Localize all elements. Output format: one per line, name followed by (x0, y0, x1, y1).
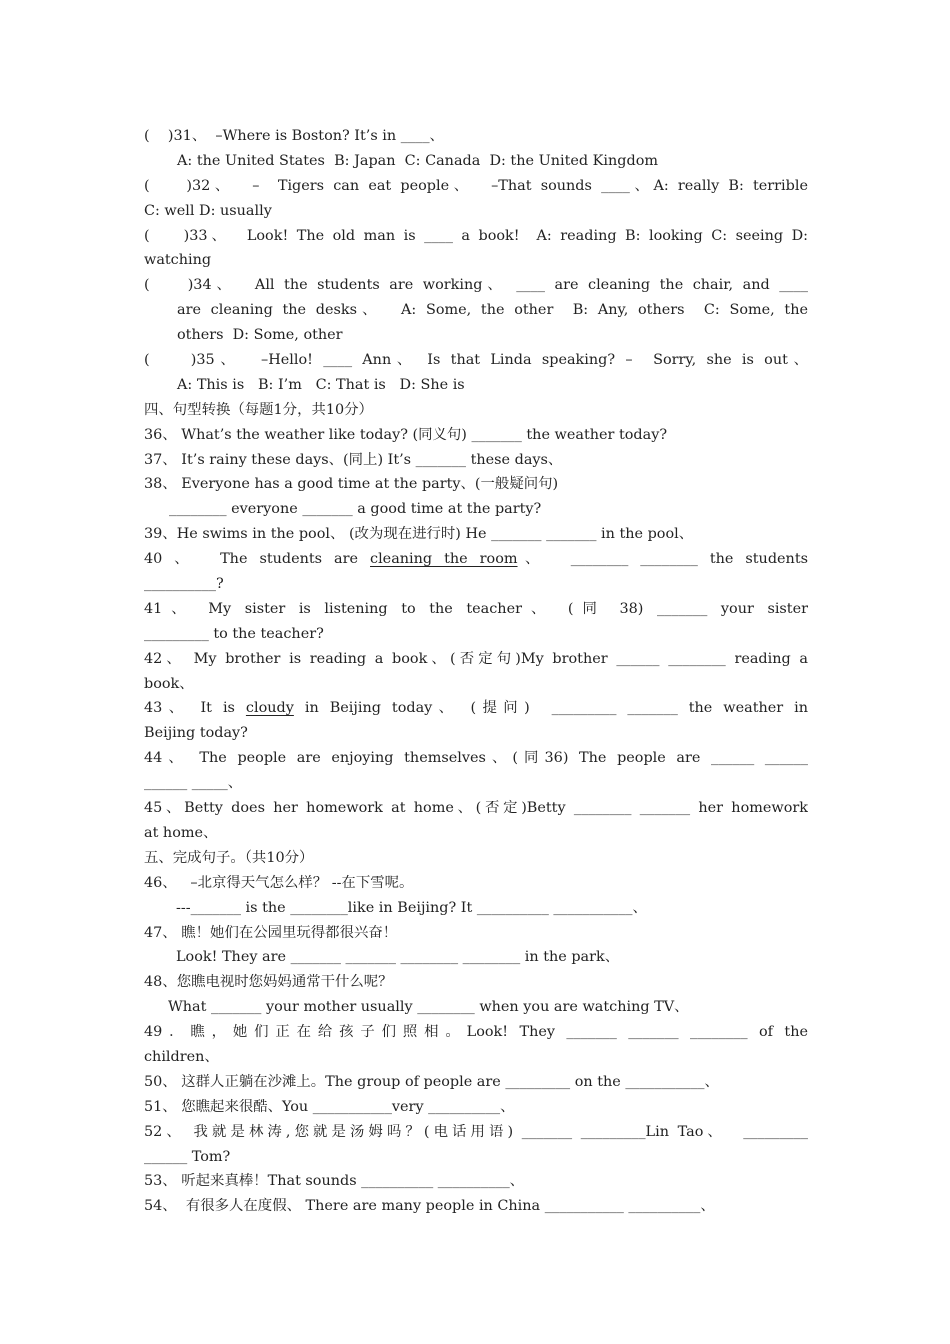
q34-stem: ( )34、 All the students are working、 ____ are cleaning the chair, and ____ (144, 277, 808, 294)
q52: 52、 我就是林涛,您就是汤姆吗？(电话用语) _______ _________Lin Tao、 _________ (144, 1123, 808, 1140)
q39: 39、He swims in the pool、 (改为现在进行时) He _______ _______ in the pool、 (144, 526, 694, 543)
q32-stem: ( )32、 – Tigers can eat people、 –That sounds ____、A: really B: terrible (144, 177, 808, 194)
section-5-heading: 五、完成句子。（共10分） (144, 849, 314, 866)
q54: 54、 有很多人在度假、 There are many people in China ___________ __________、 (144, 1198, 715, 1215)
q31-options: A: the United States B: Japan C: Canada D: the United Kingdom (177, 152, 659, 169)
q33-stem: ( )33、 Look! The old man is ____ a book! A: reading B: looking C: seeing D: (144, 227, 808, 244)
q38: 38、 Everyone has a good time at the party、(一般疑问句) (144, 476, 559, 493)
q44: 44、 The people are enjoying themselves、(同36) The people are ______ ______ (144, 750, 808, 767)
q32-options: C: well D: usually (144, 202, 272, 219)
section-4-heading: 四、句型转换（每题1分，共10分） (144, 401, 373, 418)
q35-options: A: This is B: I’m C: That is D: She is (177, 376, 465, 393)
worksheet-page (144, 124, 808, 1219)
q40-text-b: 、 ________ ________ the students (517, 551, 808, 568)
q52-cont: ______ Tom? (144, 1148, 231, 1165)
q33-options: watching (144, 252, 212, 269)
q43-text-a: 43、 It is (144, 700, 246, 717)
q46-prompt: 46、 –北京得天气怎么样？ --在下雪呢。 (144, 874, 414, 891)
q40 (144, 547, 808, 572)
q49-cont: children、 (144, 1048, 219, 1065)
q45-cont: at home、 (144, 824, 218, 841)
q41: 41、 My sister is listening to the teacher、 (同 38) _______ your sister (144, 600, 808, 617)
q53: 53、 听起来真棒！That sounds __________ __________、 (144, 1173, 525, 1190)
q46-answer-line: ---_______ is the ________like in Beijing? It __________ ___________、 (176, 899, 647, 916)
q38-answer-line: ________ everyone _______ a good time at the party? (169, 501, 542, 518)
q45: 45、Betty does her homework at home、(否定)Betty ________ _______ her homework (144, 800, 808, 817)
q49: 49．瞧，她们正在给孩子们照相。Look! They _______ _______ ________ of the (144, 1024, 808, 1041)
q31-stem: ( )31、 –Where is Boston? It’s in ____、 (144, 128, 444, 144)
q40-cont: __________? (144, 576, 224, 593)
q48-answer-line: What _______ your mother usually ________ when you are watching TV、 (168, 999, 689, 1016)
q36: 36、 What’s the weather like today? (同义句) _______ the weather today? (144, 426, 668, 443)
q41-cont: _________ to the teacher? (144, 625, 324, 642)
q40-text-a: 40 、 The students are (144, 551, 371, 568)
q47-prompt: 47、 瞧！她们在公园里玩得都很兴奋！ (144, 924, 398, 941)
q47-answer-line: Look! They are _______ _______ ________ ________ in the park、 (176, 949, 620, 966)
q37: 37、 It’s rainy these days、(同上) It’s _______ these days、 (144, 451, 563, 468)
q51: 51、 您瞧起来很酷、You ___________very __________、 (144, 1098, 515, 1115)
q44-cont: ______ _____、 (144, 775, 243, 792)
q35-stem: ( )35、 –Hello! ____ Ann、 Is that Linda speaking? – Sorry, she is out、 (144, 352, 808, 369)
q43-text-b: in Beijing today、 (提问) _________ _______ the weather in (293, 700, 808, 717)
q43 (144, 696, 808, 721)
q40-underlined-phrase: cleaning the room (370, 551, 518, 568)
q48-prompt: 48、您瞧电视时您妈妈通常干什么呢？ (144, 974, 393, 991)
q34-options: others D: Some, other (177, 327, 343, 344)
q50: 50、 这群人正躺在沙滩上。The group of people are _________ on the ___________、 (144, 1073, 719, 1090)
q43-underlined-word: cloudy (245, 700, 294, 717)
q42: 42、 My brother is reading a book、(否定句)My brother ______ ________ reading a (144, 650, 808, 667)
q42-cont: book、 (144, 675, 194, 692)
q43-cont: Beijing today? (144, 725, 248, 742)
q34-stem-cont: are cleaning the desks、 A: Some, the other B: Any, others C: Some, the (177, 302, 808, 319)
